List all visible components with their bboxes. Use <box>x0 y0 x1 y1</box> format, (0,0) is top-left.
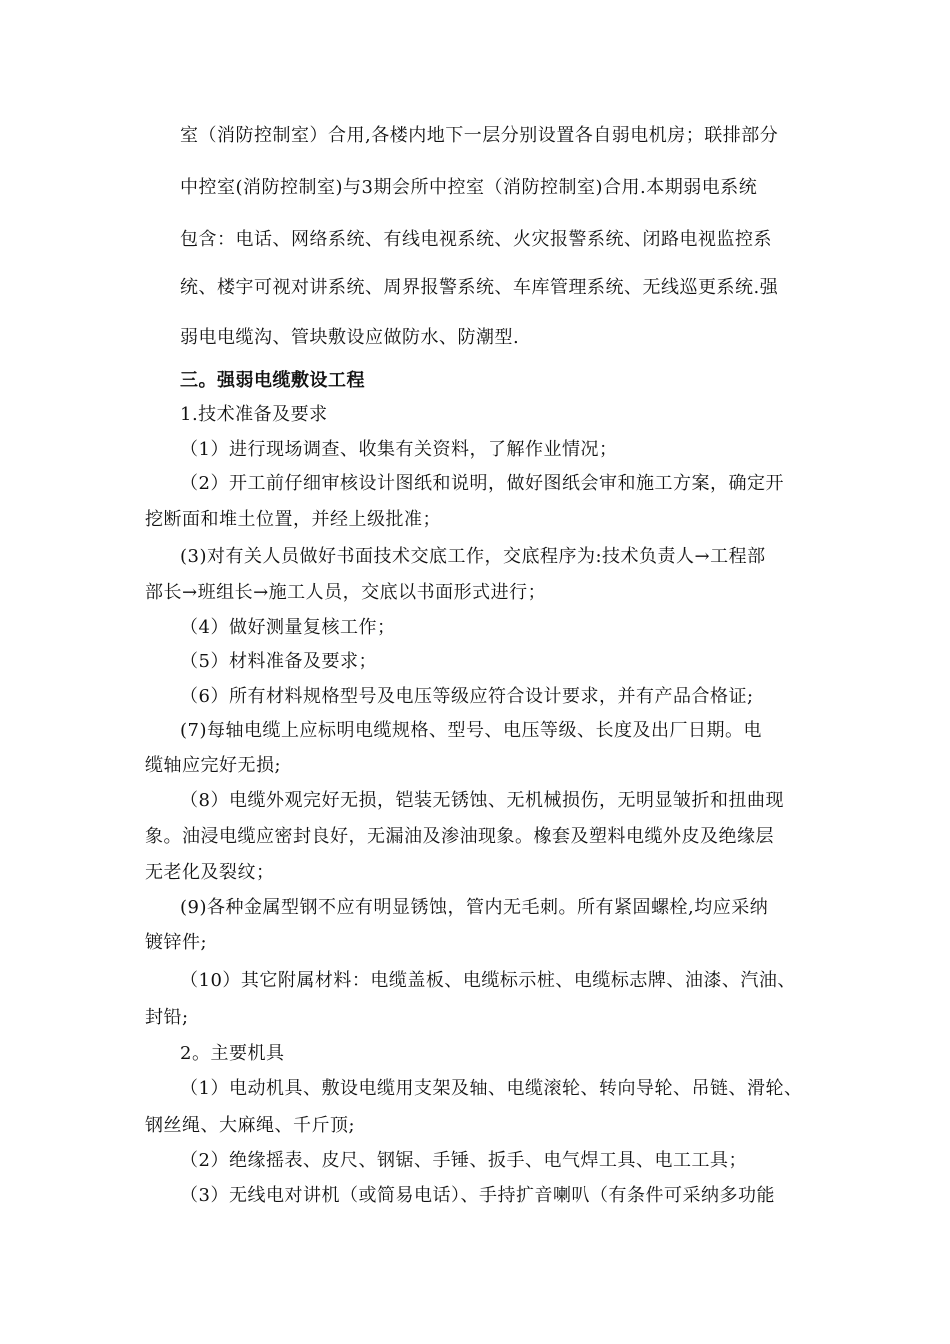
item-1-line-2: （2）开工前仔细审核设计图纸和说明，做好图纸会审和施工方案，确定开 <box>180 473 784 494</box>
intro-line-5: 弱电电缆沟、管块敷设应做防水、防潮型. <box>180 327 520 348</box>
item-1-line-14: (9)各种金属型钢不应有明显锈蚀，管内无毛刺。所有紧固螺栓,均应采纳 <box>180 897 769 918</box>
item-2-line-3: （2）绝缘摇表、皮尺、钢锯、手锤、扳手、电气焊工具、电工工具； <box>180 1150 747 1171</box>
item-2-line-1: （1）电动机具、敷设电缆用支架及轴、电缆滚轮、转向导轮、吊链、滑轮、 <box>180 1078 803 1099</box>
item-2-line-4: （3）无线电对讲机（或简易电话）、手持扩音喇叭（有条件可采纳多功能 <box>180 1185 775 1206</box>
item-1-line-1: （1）进行现场调查、收集有关资料，了解作业情况； <box>180 439 618 460</box>
item-1-line-3: 挖断面和堆土位置，并经上级批准； <box>145 509 441 530</box>
item-1-line-4: (3)对有关人员做好书面技术交底工作，交底程序为:技术负责人→工程部 <box>180 546 766 567</box>
item-1-line-15: 镀锌件; <box>145 932 208 953</box>
intro-line-1: 室（消防控制室）合用,各楼内地下一层分别设置各自弱电机房；联排部分 <box>180 125 779 146</box>
intro-line-2: 中控室(消防控制室)与3期会所中控室（消防控制室)合用.本期弱电系统 <box>180 177 758 198</box>
item-1-line-9: (7)每轴电缆上应标明电缆规格、型号、电压等级、长度及出厂日期。电 <box>180 720 762 741</box>
item-1-line-17: 封铅; <box>145 1007 189 1028</box>
item-1-line-7: （5）材料准备及要求； <box>180 651 377 672</box>
subsection-2-title: 2。主要机具 <box>180 1043 285 1064</box>
item-1-line-13: 无老化及裂纹； <box>145 862 275 883</box>
item-1-line-6: （4）做好测量复核工作； <box>180 617 396 638</box>
item-1-line-11: （8）电缆外观完好无损，铠装无锈蚀、无机械损伤，无明显皱折和扭曲现 <box>180 790 784 811</box>
item-1-line-8: （6）所有材料规格型号及电压等级应符合设计要求，并有产品合格证; <box>180 686 754 707</box>
item-2-line-2: 钢丝绳、大麻绳、千斤顶; <box>145 1115 356 1136</box>
subsection-1-title: 1.技术准备及要求 <box>180 404 328 425</box>
item-1-line-10: 缆轴应完好无损; <box>145 755 282 776</box>
intro-line-3: 包含：电话、网络系统、有线电视系统、火灾报警系统、闭路电视监控系 <box>180 229 772 250</box>
section-heading: 三。强弱电缆敷设工程 <box>180 370 365 391</box>
item-1-line-16: （10）其它附属材料：电缆盖板、电缆标示桩、电缆标志牌、油漆、汽油、 <box>180 970 796 991</box>
item-1-line-5: 部长→班组长→施工人员，交底以书面形式进行； <box>145 582 547 603</box>
intro-line-4: 统、楼宇可视对讲系统、周界报警系统、车库管理系统、无线巡更系统.强 <box>180 277 779 298</box>
item-1-line-12: 象。油浸电缆应密封良好，无漏油及渗油现象。橡套及塑料电缆外皮及绝缘层 <box>145 826 774 847</box>
